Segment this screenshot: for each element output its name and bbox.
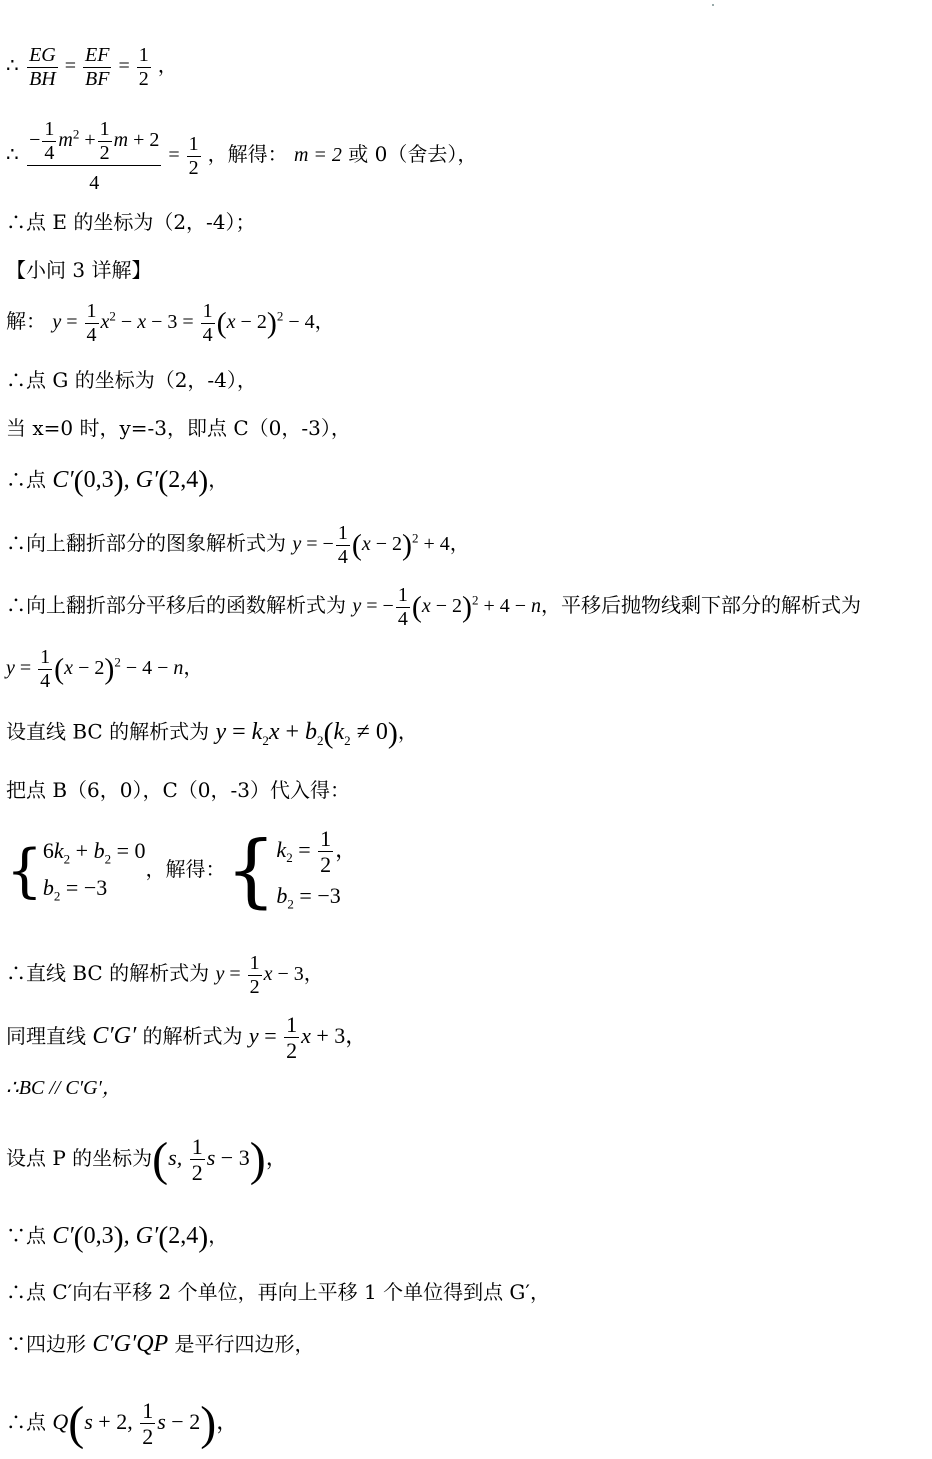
- flipped-equation-line: ∴向上翻折部分的图象解析式为 y = − $\frac{1}{4}$ $(x - 2)^2 + 4$，: [6, 522, 470, 568]
- reflected-points-line: ∴点 C′(0,3), G′(2,4)，: [6, 464, 229, 497]
- scan-dot: [712, 4, 714, 6]
- translation-line: ∴点 C′向右平移 2 个单位，再向上平移 1 个单位得到点 G′，: [6, 1280, 550, 1304]
- line-bc-setup: 设直线 BC 的解析式为 $y = k_2x + b_2(k_2 \ne 0)$，: [6, 716, 418, 749]
- line-cg-result: 同理直线 C′G′ 的解析式为 y = $\frac{1}{2}$ x + 3，: [6, 1012, 368, 1064]
- section-heading: 【小问 3 详解】: [6, 258, 152, 282]
- parallel-line: ∴BC // C′G′，: [6, 1077, 122, 1099]
- point-p-line: 设点 P 的坐标为(s, $\frac{1}{2}$ s − 3)，: [6, 1132, 288, 1186]
- point-q-line: ∴点 Q(s + 2, $\frac{1}{2}$ s − 2)，: [6, 1396, 239, 1450]
- parallelogram-line: ∵四边形 C′G′QP 是平行四边形，: [6, 1331, 315, 1357]
- point-e-line: ∴点 E 的坐标为（2，-4）；: [6, 210, 256, 234]
- because-points-line: ∵点 C′(0,3), G′(2,4)，: [6, 1220, 229, 1253]
- point-c-line: 当 x=0 时，y=-3，即点 C（0，-3），: [6, 416, 351, 440]
- parabola-vertex-form-line: 解： y = $\frac{1}{4}$ $x^2 - x - 3$ = $\frac{1}{4}$ $(x - 2)^2 - 4$，: [6, 300, 335, 346]
- remaining-part-equation-line: y = $\frac{1}{4}$ $(x - 2)^2 - 4 - n$，: [6, 646, 204, 692]
- translated-equation-line: ∴向上翻折部分平移后的函数解析式为 y = − $\frac{1}{4}$ $(x - 2)^2 + 4 - n$，平移后抛物线剩下部分的解析式为: [6, 584, 862, 630]
- substitute-points-line: 把点 B（6，0），C（0，-3）代入得：: [6, 778, 351, 802]
- equation-system-line: { $6k_2 + b_2 = 0$ $b_2 = -3$ ，解得：{ $k_2$ = $\frac{1}{2}$ ， $b_2 = -3$: [6, 823, 358, 917]
- eq-solve-m-line: ∴ − $\frac{1}{4}$ $m^2$ + $\frac{1}{2}$ m + 2 4 = $\frac{1}{2}$ ，解得： m = 2 或 0（舍去），: [6, 118, 478, 194]
- point-g-line: ∴点 G 的坐标为（2，-4），: [6, 368, 257, 392]
- line-bc-result: ∴直线 BC 的解析式为 y = $\frac{1}{2}$ x − 3，: [6, 952, 324, 998]
- eq-ratio-line: ∴ $\frac{EG}{BH}$ = $\frac{EF}{BF}$ = $\frac{1}{2}$ ，: [6, 44, 178, 90]
